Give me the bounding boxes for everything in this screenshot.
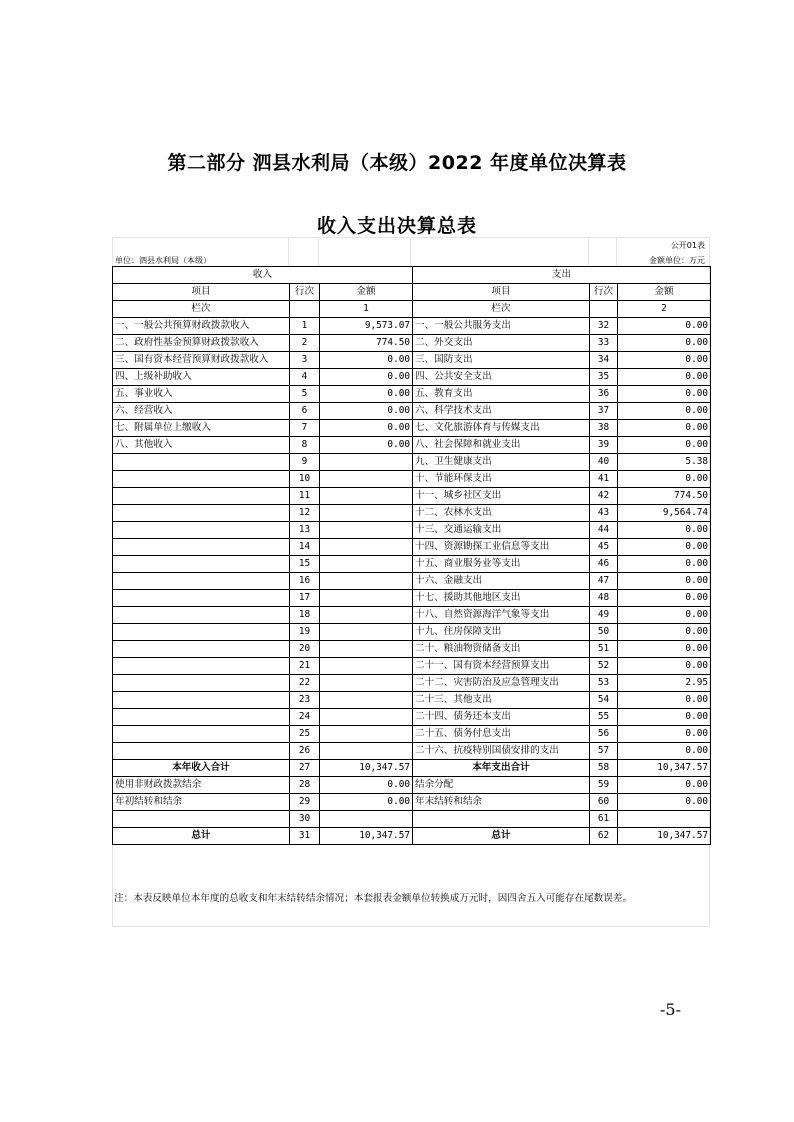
income-item-cell — [113, 624, 290, 641]
income-amount-cell: 0.00 — [320, 403, 413, 420]
income-item-cell: 四、上级补助收入 — [113, 369, 290, 386]
expense-item-cell: 一、一般公共服务支出 — [413, 318, 590, 335]
expense-row-number-cell: 39 — [590, 437, 618, 454]
expense-row-number-cell: 38 — [590, 420, 618, 437]
income-row-number-cell: 1 — [290, 318, 320, 335]
total-row — [113, 811, 711, 828]
expense-amount-cell: 0.00 — [618, 692, 711, 709]
expense-amount-cell: 0.00 — [618, 369, 711, 386]
expense-amount-cell: 9,564.74 — [618, 505, 711, 522]
col-row-header: 行次 — [290, 284, 320, 301]
income-item-cell: 本年收入合计 — [113, 760, 290, 777]
income-amount-cell — [320, 539, 413, 556]
grid-line — [288, 237, 289, 266]
income-amount-cell — [320, 607, 413, 624]
table-row — [113, 675, 711, 692]
income-item-cell — [113, 556, 290, 573]
table-row — [113, 590, 711, 607]
income-amount-cell — [320, 590, 413, 607]
meta-row — [113, 255, 709, 265]
income-amount-cell: 0.00 — [320, 794, 413, 811]
income-row-number-cell: 24 — [290, 709, 320, 726]
income-item-cell: 二、政府性基金预算财政拨款收入 — [113, 335, 290, 352]
table-row — [113, 335, 711, 352]
income-item-cell: 六、经营收入 — [113, 403, 290, 420]
income-amount-cell — [320, 726, 413, 743]
lanci-label: 栏次 — [113, 301, 290, 318]
currency-label: 金额单位：万元 — [649, 256, 705, 265]
expense-amount-cell: 2.95 — [618, 675, 711, 692]
income-header: 收入 — [113, 267, 413, 284]
expense-item-cell: 二十、粮油物资储备支出 — [413, 641, 590, 658]
expense-item-cell: 十、节能环保支出 — [413, 471, 590, 488]
table-row — [113, 420, 711, 437]
income-item-cell: 五、事业收入 — [113, 386, 290, 403]
income-amount-cell — [320, 675, 413, 692]
income-row-number-cell: 6 — [290, 403, 320, 420]
expense-row-number-cell: 54 — [590, 692, 618, 709]
expense-item-cell: 十七、援助其他地区支出 — [413, 590, 590, 607]
income-item-cell — [113, 522, 290, 539]
expense-row-number-cell: 43 — [590, 505, 618, 522]
table-row — [113, 641, 711, 658]
expense-row-number-cell: 37 — [590, 403, 618, 420]
income-row-number-cell: 15 — [290, 556, 320, 573]
expense-amount-cell: 10,347.57 — [618, 760, 711, 777]
income-row-number-cell: 3 — [290, 352, 320, 369]
income-item-cell: 八、其他收入 — [113, 437, 290, 454]
expense-row-number-cell: 48 — [590, 590, 618, 607]
expense-amount-cell: 0.00 — [618, 539, 711, 556]
column-header-row — [113, 284, 711, 301]
expense-row-number-cell: 45 — [590, 539, 618, 556]
expense-item-cell: 二十四、债务还本支出 — [413, 709, 590, 726]
expense-row-number-cell: 58 — [590, 760, 618, 777]
expense-item-cell: 四、公共安全支出 — [413, 369, 590, 386]
expense-item-cell: 结余分配 — [413, 777, 590, 794]
table-title: 收入支出决算总表 — [316, 215, 477, 237]
expense-item-cell: 十四、资源勘探工业信息等支出 — [413, 539, 590, 556]
income-amount-cell — [320, 454, 413, 471]
income-amount-cell: 0.00 — [320, 777, 413, 794]
grid-line — [318, 237, 319, 266]
lanci-label: 栏次 — [413, 301, 590, 318]
form-code: 公开01表 — [670, 241, 705, 250]
table-row — [113, 607, 711, 624]
income-row-number-cell: 13 — [290, 522, 320, 539]
expense-amount-cell: 774.50 — [618, 488, 711, 505]
income-amount-cell — [320, 641, 413, 658]
section-header-row — [113, 267, 711, 284]
grid-line — [616, 237, 617, 266]
empty-cell — [590, 301, 618, 318]
income-row-number-cell: 23 — [290, 692, 320, 709]
income-amount-cell — [320, 573, 413, 590]
expense-item-cell: 二、外交支出 — [413, 335, 590, 352]
expense-row-number-cell: 55 — [590, 709, 618, 726]
total-row — [113, 794, 711, 811]
income-amount-cell: 10,347.57 — [320, 760, 413, 777]
expense-amount-cell: 0.00 — [618, 556, 711, 573]
expense-row-number-cell: 41 — [590, 471, 618, 488]
expense-amount-cell: 0.00 — [618, 607, 711, 624]
table-row — [113, 505, 711, 522]
income-row-number-cell: 10 — [290, 471, 320, 488]
expense-item-cell: 二十二、灾害防治及应急管理支出 — [413, 675, 590, 692]
col-amount-header: 金额 — [618, 284, 711, 301]
expense-item-cell: 二十五、债务付息支出 — [413, 726, 590, 743]
income-item-cell — [113, 743, 290, 760]
expense-row-number-cell: 46 — [590, 556, 618, 573]
expense-amount-cell: 0.00 — [618, 386, 711, 403]
income-item-cell: 总计 — [113, 828, 290, 845]
income-item-cell: 七、附属单位上缴收入 — [113, 420, 290, 437]
income-item-cell: 年初结转和结余 — [113, 794, 290, 811]
income-item-cell — [113, 454, 290, 471]
expense-amount-cell: 0.00 — [618, 335, 711, 352]
expense-item-cell: 五、教育支出 — [413, 386, 590, 403]
income-amount-cell — [320, 811, 413, 828]
expense-amount-cell: 0.00 — [618, 709, 711, 726]
expense-item-cell: 十九、住房保障支出 — [413, 624, 590, 641]
expense-amount-cell: 10,347.57 — [618, 828, 711, 845]
table-row — [113, 403, 711, 420]
income-row-number-cell: 9 — [290, 454, 320, 471]
income-item-cell: 三、国有资本经营预算财政拨款收入 — [113, 352, 290, 369]
expense-item-cell: 本年支出合计 — [413, 760, 590, 777]
expense-amount-cell: 0.00 — [618, 522, 711, 539]
expense-col-number: 2 — [618, 301, 711, 318]
income-row-number-cell: 2 — [290, 335, 320, 352]
col-item-header: 项目 — [413, 284, 590, 301]
income-row-number-cell: 19 — [290, 624, 320, 641]
income-amount-cell — [320, 471, 413, 488]
income-row-number-cell: 30 — [290, 811, 320, 828]
empty-cell — [290, 301, 320, 318]
income-row-number-cell: 7 — [290, 420, 320, 437]
table-row — [113, 692, 711, 709]
income-row-number-cell: 20 — [290, 641, 320, 658]
expense-item-cell: 九、卫生健康支出 — [413, 454, 590, 471]
income-item-cell — [113, 505, 290, 522]
income-row-number-cell: 22 — [290, 675, 320, 692]
income-item-cell — [113, 488, 290, 505]
income-item-cell — [113, 658, 290, 675]
table-row — [113, 437, 711, 454]
expense-amount-cell: 0.00 — [618, 794, 711, 811]
income-amount-cell — [320, 692, 413, 709]
table-row — [113, 488, 711, 505]
expense-item-cell: 十一、城乡社区支出 — [413, 488, 590, 505]
expense-row-number-cell: 34 — [590, 352, 618, 369]
table-row — [113, 539, 711, 556]
expense-item-cell: 二十六、抗疫特别国债安排的支出 — [413, 743, 590, 760]
income-row-number-cell: 18 — [290, 607, 320, 624]
expense-item-cell: 十六、金融支出 — [413, 573, 590, 590]
table-row — [113, 624, 711, 641]
income-amount-cell: 774.50 — [320, 335, 413, 352]
page-title: 第二部分 泗县水利局（本级）2022 年度单位决算表 — [167, 152, 627, 174]
table-row — [113, 573, 711, 590]
page-number: -5- — [660, 1000, 681, 1019]
table-row — [113, 352, 711, 369]
expense-amount-cell: 0.00 — [618, 403, 711, 420]
income-item-cell — [113, 811, 290, 828]
income-amount-cell: 0.00 — [320, 369, 413, 386]
income-row-number-cell: 29 — [290, 794, 320, 811]
expense-amount-cell: 0.00 — [618, 743, 711, 760]
expense-item-cell: 总计 — [413, 828, 590, 845]
table-row — [113, 386, 711, 403]
table-row — [113, 726, 711, 743]
income-row-number-cell: 25 — [290, 726, 320, 743]
expense-item-cell — [413, 811, 590, 828]
table-row — [113, 454, 711, 471]
col-amount-header: 金额 — [320, 284, 413, 301]
income-amount-cell — [320, 505, 413, 522]
income-amount-cell — [320, 709, 413, 726]
unit-label: 单位：泗县水利局（本级） — [115, 256, 211, 265]
expense-amount-cell: 5.38 — [618, 454, 711, 471]
table-row — [113, 522, 711, 539]
expense-amount-cell: 0.00 — [618, 318, 711, 335]
expense-row-number-cell: 49 — [590, 607, 618, 624]
income-amount-cell — [320, 624, 413, 641]
lanci-row — [113, 301, 711, 318]
income-amount-cell: 0.00 — [320, 352, 413, 369]
income-row-number-cell: 17 — [290, 590, 320, 607]
expense-row-number-cell: 56 — [590, 726, 618, 743]
income-item-cell — [113, 573, 290, 590]
table-row — [113, 743, 711, 760]
col-row-header: 行次 — [590, 284, 618, 301]
expense-row-number-cell: 52 — [590, 658, 618, 675]
grid-line — [588, 237, 589, 266]
expense-row-number-cell: 42 — [590, 488, 618, 505]
income-amount-cell — [320, 522, 413, 539]
expense-row-number-cell: 57 — [590, 743, 618, 760]
income-row-number-cell: 26 — [290, 743, 320, 760]
expense-row-number-cell: 59 — [590, 777, 618, 794]
expense-amount-cell: 0.00 — [618, 437, 711, 454]
table-row — [113, 556, 711, 573]
income-item-cell — [113, 607, 290, 624]
expense-row-number-cell: 35 — [590, 369, 618, 386]
income-row-number-cell: 14 — [290, 539, 320, 556]
table-row — [113, 369, 711, 386]
expense-item-cell: 三、国防支出 — [413, 352, 590, 369]
expense-row-number-cell: 33 — [590, 335, 618, 352]
expense-item-cell: 十五、商业服务业等支出 — [413, 556, 590, 573]
expense-item-cell: 十三、交通运输支出 — [413, 522, 590, 539]
expense-row-number-cell: 62 — [590, 828, 618, 845]
expense-row-number-cell: 60 — [590, 794, 618, 811]
table-row — [113, 318, 711, 335]
table-row — [113, 658, 711, 675]
expense-amount-cell: 0.00 — [618, 658, 711, 675]
income-row-number-cell: 21 — [290, 658, 320, 675]
expense-amount-cell: 0.00 — [618, 352, 711, 369]
expense-item-cell: 二十三、其他支出 — [413, 692, 590, 709]
income-item-cell — [113, 590, 290, 607]
income-row-number-cell: 11 — [290, 488, 320, 505]
income-amount-cell — [320, 743, 413, 760]
expense-row-number-cell: 47 — [590, 573, 618, 590]
income-amount-cell: 0.00 — [320, 437, 413, 454]
income-row-number-cell: 31 — [290, 828, 320, 845]
income-amount-cell: 9,573.07 — [320, 318, 413, 335]
income-row-number-cell: 12 — [290, 505, 320, 522]
expense-amount-cell: 0.00 — [618, 420, 711, 437]
expense-amount-cell: 0.00 — [618, 624, 711, 641]
expense-row-number-cell: 51 — [590, 641, 618, 658]
expense-row-number-cell: 61 — [590, 811, 618, 828]
total-row — [113, 777, 711, 794]
expense-item-cell: 年末结转和结余 — [413, 794, 590, 811]
expense-item-cell: 六、科学技术支出 — [413, 403, 590, 420]
income-item-cell — [113, 471, 290, 488]
expense-amount-cell: 0.00 — [618, 590, 711, 607]
income-item-cell — [113, 692, 290, 709]
expense-row-number-cell: 40 — [590, 454, 618, 471]
income-col-number: 1 — [320, 301, 413, 318]
income-amount-cell — [320, 658, 413, 675]
footnote: 注：本表反映单位本年度的总收支和年末结转结余情况；本套报表金额单位转换成万元时，因四舍五入可能存在尾数误差。 — [114, 893, 633, 904]
col-item-header: 项目 — [113, 284, 290, 301]
income-amount-cell: 0.00 — [320, 420, 413, 437]
income-row-number-cell: 28 — [290, 777, 320, 794]
table-row — [113, 709, 711, 726]
expense-row-number-cell: 36 — [590, 386, 618, 403]
expense-amount-cell: 0.00 — [618, 573, 711, 590]
income-row-number-cell: 5 — [290, 386, 320, 403]
expense-item-cell: 二十一、国有资本经营预算支出 — [413, 658, 590, 675]
expense-row-number-cell: 44 — [590, 522, 618, 539]
income-amount-cell: 0.00 — [320, 386, 413, 403]
grid-line — [410, 237, 411, 266]
income-item-cell: 一、一般公共预算财政拨款收入 — [113, 318, 290, 335]
expense-amount-cell: 0.00 — [618, 777, 711, 794]
expense-amount-cell: 0.00 — [618, 471, 711, 488]
income-item-cell — [113, 539, 290, 556]
income-item-cell — [113, 675, 290, 692]
total-row — [113, 760, 711, 777]
expense-item-cell: 七、文化旅游体育与传媒支出 — [413, 420, 590, 437]
income-amount-cell: 10,347.57 — [320, 828, 413, 845]
income-row-number-cell: 27 — [290, 760, 320, 777]
income-item-cell — [113, 641, 290, 658]
total-row — [113, 828, 711, 845]
expense-item-cell: 十二、农林水支出 — [413, 505, 590, 522]
expense-row-number-cell: 50 — [590, 624, 618, 641]
expense-amount-cell: 0.00 — [618, 641, 711, 658]
income-item-cell — [113, 709, 290, 726]
expense-row-number-cell: 53 — [590, 675, 618, 692]
income-amount-cell — [320, 488, 413, 505]
income-item-cell — [113, 726, 290, 743]
expense-amount-cell — [618, 811, 711, 828]
expense-item-cell: 八、社会保障和就业支出 — [413, 437, 590, 454]
expense-amount-cell: 0.00 — [618, 726, 711, 743]
income-item-cell: 使用非财政拨款结余 — [113, 777, 290, 794]
expense-row-number-cell: 32 — [590, 318, 618, 335]
table-row — [113, 471, 711, 488]
expense-item-cell: 十八、自然资源海洋气象等支出 — [413, 607, 590, 624]
income-row-number-cell: 8 — [290, 437, 320, 454]
expense-header: 支出 — [413, 267, 711, 284]
income-row-number-cell: 4 — [290, 369, 320, 386]
income-amount-cell — [320, 556, 413, 573]
income-row-number-cell: 16 — [290, 573, 320, 590]
income-expense-table — [112, 266, 711, 845]
